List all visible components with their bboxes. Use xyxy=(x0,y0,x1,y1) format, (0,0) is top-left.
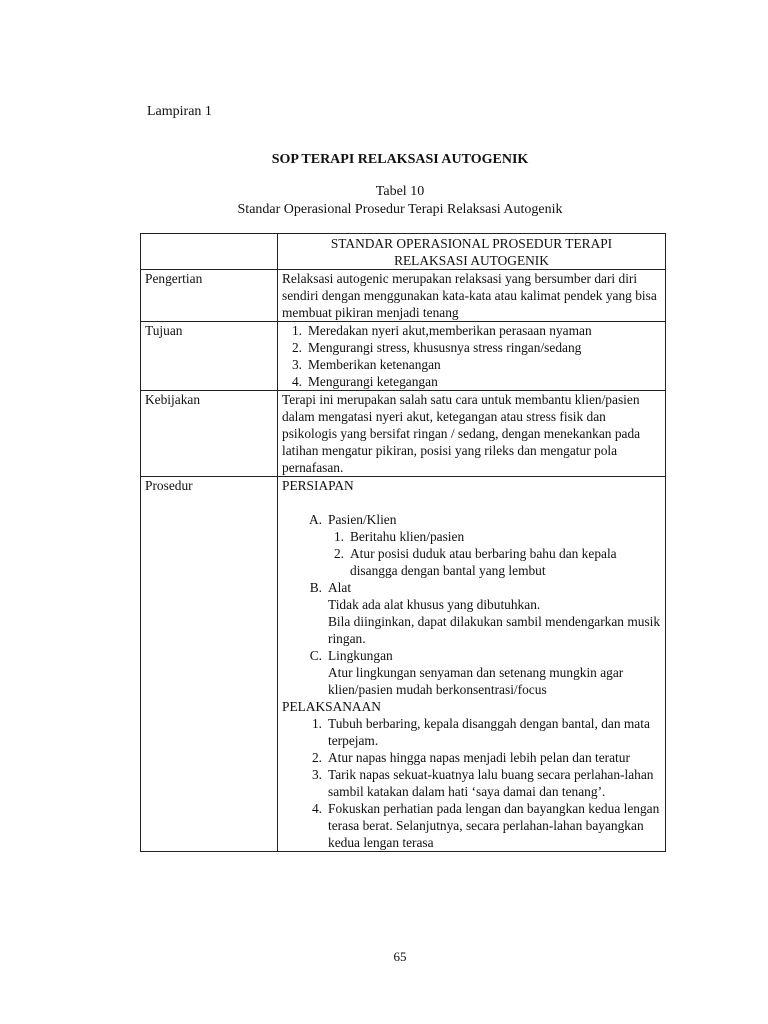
section-b-line: Bila diinginkan, dapat dilakukan sambil mendengarkan musik ringan. xyxy=(328,614,661,646)
header-line-1: STANDAR OPERASIONAL PROSEDUR TERAPI xyxy=(330,236,613,251)
tujuan-item xyxy=(282,322,661,339)
pelaksanaan-heading: PELAKSANAAN xyxy=(282,699,381,714)
pengertian-text: Relaksasi autogenic merupakan relaksasi yang bersumber dari diri sendiri dengan menggunakan kata-kata atau kalimat pendek yang bisa membuat pikiran menjadi tenang xyxy=(278,270,666,322)
table-number: Tabel 10 xyxy=(375,184,425,199)
item-number: 3. xyxy=(311,767,322,782)
row-label-pengertian: Pengertian xyxy=(141,270,278,322)
section-title: Alat xyxy=(328,580,352,595)
section-title: Lingkungan xyxy=(328,648,393,663)
tujuan-item xyxy=(282,339,661,356)
section-b-heading xyxy=(302,579,661,596)
prosedur-content xyxy=(278,477,666,852)
tujuan-item xyxy=(282,373,661,390)
item-number: 2. xyxy=(333,546,344,561)
section-title: Pasien/Klien xyxy=(328,512,397,527)
item-text: Atur posisi duduk atau berbaring bahu dan kepala disangga dengan bantal yang lembut xyxy=(350,546,617,578)
item-number: 1. xyxy=(291,323,302,338)
item-number: 2. xyxy=(311,750,322,765)
table-row-prosedur xyxy=(141,477,666,852)
item-text: Fokuskan perhatian pada lengan dan bayangkan kedua lengan terasa berat. Selanjutnya, secara perlahan-lahan bayangkan kedua lengan terasa xyxy=(328,801,660,850)
table-caption: Standar Operasional Prosedur Terapi Relaksasi Autogenik xyxy=(237,202,563,217)
item-number: 4. xyxy=(291,374,302,389)
sop-table xyxy=(140,233,666,852)
persiapan-heading: PERSIAPAN xyxy=(282,478,354,493)
table-header-row xyxy=(141,234,666,270)
item-number: 4. xyxy=(311,801,322,816)
item-text: Mengurangi stress, khususnya stress ringan/sedang xyxy=(308,340,582,355)
header-empty-cell xyxy=(141,234,278,270)
table-header-cell xyxy=(278,234,666,270)
item-text: Tarik napas sekuat-kuatnya lalu buang secara perlahan-lahan sambil katakan dalam hati ‘saya damai dan tenang’. xyxy=(328,767,654,799)
row-label-prosedur: Prosedur xyxy=(141,477,278,852)
section-a-item xyxy=(324,545,661,579)
section-c-heading xyxy=(302,647,661,664)
item-number: 2. xyxy=(291,340,302,355)
pelaksanaan-item xyxy=(302,766,661,800)
item-number: 1. xyxy=(311,716,322,731)
section-letter: A. xyxy=(308,512,322,527)
item-text: Tubuh berbaring, kepala disanggah dengan bantal, dan mata terpejam. xyxy=(328,716,650,748)
table-row-tujuan xyxy=(141,322,666,391)
tujuan-list xyxy=(278,322,666,391)
section-c-line: klien/pasien mudah berkonsentrasi/focus xyxy=(328,682,547,697)
section-letter: B. xyxy=(309,580,322,595)
tujuan-item xyxy=(282,356,661,373)
item-text: Meredakan nyeri akut,memberikan perasaan nyaman xyxy=(308,323,592,338)
section-c-line: Atur lingkungan senyaman dan setenang mungkin agar xyxy=(328,665,624,680)
page-number: 65 xyxy=(393,949,407,964)
pelaksanaan-item xyxy=(302,715,661,749)
header-line-2: RELAKSASI AUTOGENIK xyxy=(394,253,549,268)
item-text: Memberikan ketenangan xyxy=(308,357,441,372)
item-number: 3. xyxy=(291,357,302,372)
table-row-kebijakan xyxy=(141,391,666,477)
pelaksanaan-item xyxy=(302,800,661,851)
kebijakan-text: Terapi ini merupakan salah satu cara untuk membantu klien/pasien dalam mengatasi nyeri akut, ketegangan atau stress fisik dan psikologis yang bersifat ringan / sedang, dengan menekankan pada latihan mengatur pikiran, posisi yang rileks dan mengatur pola pernafasan. xyxy=(278,391,666,477)
item-text: Beritahu klien/pasien xyxy=(350,529,465,544)
section-b-line: Tidak ada alat khusus yang dibutuhkan. xyxy=(328,597,541,612)
section-a-heading xyxy=(302,511,661,528)
pelaksanaan-item xyxy=(302,749,661,766)
item-number: 1. xyxy=(333,529,344,544)
item-text: Mengurangi ketegangan xyxy=(308,374,438,389)
section-letter: C. xyxy=(309,648,322,663)
table-row-pengertian xyxy=(141,270,666,322)
row-label-kebijakan: Kebijakan xyxy=(141,391,278,477)
document-title: SOP TERAPI RELAKSASI AUTOGENIK xyxy=(271,152,529,167)
section-a-item xyxy=(324,528,661,545)
row-label-tujuan: Tujuan xyxy=(141,322,278,391)
item-text: Atur napas hingga napas menjadi lebih pelan dan teratur xyxy=(328,750,630,765)
appendix-label: Lampiran 1 xyxy=(147,104,212,119)
